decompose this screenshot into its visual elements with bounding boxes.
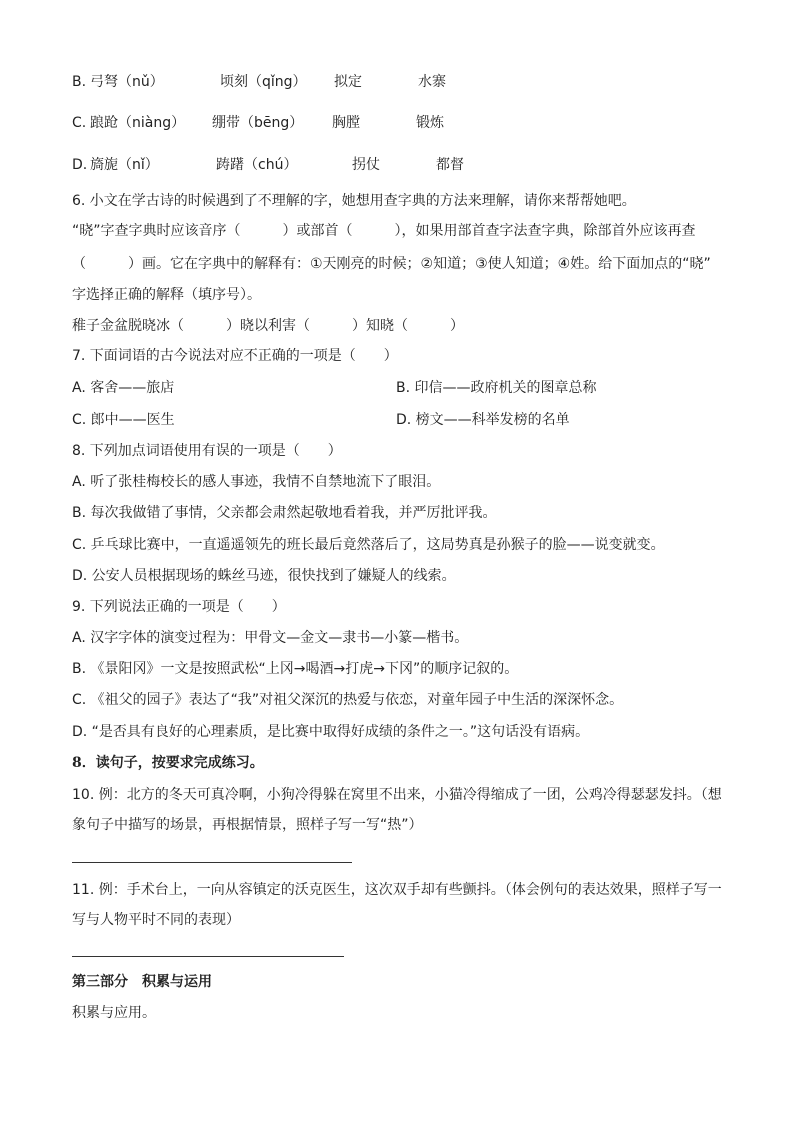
q8-option-d: D. 公安人员根据现场的蛛丝马迹，很快找到了嫌疑人的线索。 [72,568,456,584]
q7-option-a: A. 客舍——旅店 [72,380,175,396]
part-subheading: 积累与应用。 [72,1005,156,1021]
q6-line: 字选择正确的解释（填序号）。 [72,287,261,303]
option-item: 踌躇（chú） [216,157,298,173]
option-item: 胸膛 [332,115,360,131]
q6-stem: 6. 小文在学古诗的时候遇到了不理解的字，她想用查字典的方法来理解，请你来帮帮她吧。 [72,193,636,209]
q7-option-d: D. 榜文——科举发榜的名单 [396,412,570,428]
option-item: 踉跄（niàng） [90,115,186,131]
q11-line: 11. 例：手术台上，一向从容镇定的沃克医生，这次双手却有些颤抖。（体会例句的表达效果，照样子写一 [72,882,722,898]
q9-option-a: A. 汉字字体的演变过程为：甲骨文—金文—隶书—小篆—楷书。 [72,630,469,646]
option-item: 旖旎（nǐ） [90,157,159,173]
q8-option-b: B. 每次我做错了事情，父亲都会肃然起敬地看着我，并严厉批评我。 [72,505,497,521]
q11-line: 写与人物平时不同的表现） [72,912,240,928]
answer-line[interactable] [72,862,352,863]
q5-option-d [72,155,752,175]
option-item: 顷刻（qǐng） [220,74,307,90]
option-item: 锻炼 [416,115,444,131]
option-item: 水寨 [418,74,446,90]
q5-option-c [72,113,752,133]
q6-line: （ ）画。它在字典中的解释有：①天刚亮的时候；②知道；③使人知道；④姓。给下面加点的“晓” [72,256,711,272]
section-heading: 8．读句子，按要求完成练习。 [72,755,264,771]
option-item: 绷带（bēng） [212,115,304,131]
option-item: 弓弩（nǔ） [90,74,164,90]
q8-option-c: C. 乒乓球比赛中，一直遥遥领先的班长最后竟然落后了，这局势真是孙猴子的脸——说变就变。 [72,537,665,553]
q10-line: 象句子中描写的场景，再根据情景，照样子写一写“热”） [72,817,423,833]
option-item: 拟定 [334,74,362,90]
part-heading: 第三部分 积累与运用 [72,974,212,990]
option-label: C. [72,115,87,131]
option-label: D. [72,157,88,173]
q6-line: “晓”字查字典时应该音序（ ）或部首（ ），如果用部首查字法查字典，除部首外应该再查 [72,223,696,239]
option-item: 拐仗 [352,157,380,173]
q9-stem: 9. 下列说法正确的一项是（ ） [72,599,286,615]
answer-line[interactable] [72,956,344,957]
q8-option-a: A. 听了张桂梅校长的感人事迹，我情不自禁地流下了眼泪。 [72,474,441,490]
q9-option-d: D. “是否具有良好的心理素质，是比赛中取得好成绩的条件之一。”这句话没有语病。 [72,724,590,740]
q8-stem: 8. 下列加点词语使用有误的一项是（ ） [72,443,342,459]
q9-option-c: C. 《祖父的园子》表达了“我”对祖父深沉的热爱与依恋，对童年园子中生活的深深怀念。 [72,692,624,708]
option-item: 都督 [436,157,464,173]
q6-line: 稚子金盆脱晓冰（ ）晓以利害（ ）知晓（ ） [72,318,464,334]
q9-option-b: B. 《景阳冈》一文是按照武松“上冈→喝酒→打虎→下冈”的顺序记叙的。 [72,661,519,677]
q7-option-c: C. 郎中——医生 [72,412,175,428]
q7-option-b: B. 印信——政府机关的图章总称 [396,380,597,396]
q5-option-b [72,72,752,92]
option-label: B. [72,74,87,90]
q10-line: 10. 例：北方的冬天可真冷啊，小狗冷得躲在窝里不出来，小猫冷得缩成了一团，公鸡冷得瑟瑟发抖。（想 [72,787,722,803]
q7-stem: 7. 下面词语的古今说法对应不正确的一项是（ ） [72,348,398,364]
